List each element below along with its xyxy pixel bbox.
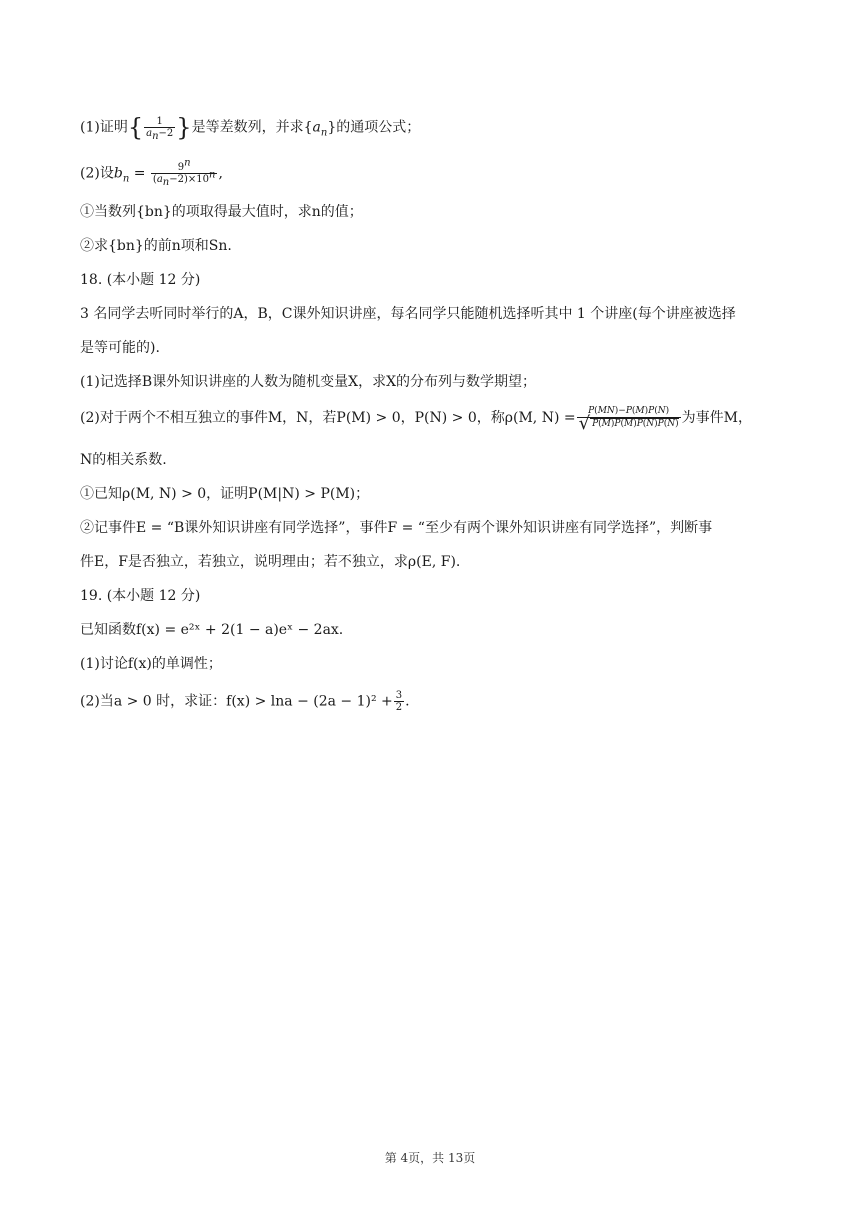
q18-header: 18. (本小题 12 分) [80,272,201,288]
q17-fraction-1: $\frac{1}{a_n-2}$ [146,116,174,142]
q18-stem-line1: 3 名同学去听同时举行的A，B，C课外知识讲座，每名同学只能随机选择听其中 1 个讲座(每个讲座被选择 [80,306,736,322]
q19-stem: 已知函数f(x) = e²ˣ + 2(1 − a)eˣ − 2ax. [80,622,344,638]
q17-item1: ①当数列{bn}的项取得最大值时，求n的值； [80,204,363,220]
q17-part1-prefix: (1)证明 [80,119,128,136]
q17-item2: ②求{bn}的前n项和Sn. [80,238,232,254]
q17-part2: (2)设$b_n$ = $\frac{9^n}{(a_n-2)\times 10^n}$ , [80,157,223,188]
q17-part1-mid: 是等差数列，并求 [191,119,304,136]
q18-part2-prefix: (2)对于两个不相互独立的事件M，N，若P(M) > 0，P(N) > 0，称ρ(M, N) = [80,410,576,426]
q19-part1: (1)讨论f(x)的单调性； [80,656,222,672]
q18-part2-cont: N的相关系数. [80,452,167,468]
q19-header: 19. (本小题 12 分) [80,588,201,604]
page-footer: 第 4页，共 13页 [384,1151,476,1165]
q18-item2-line2: 件E，F是否独立，若独立，说明理由；若不独立，求ρ(E, F). [80,554,461,570]
q17-part2-prefix: (2)设 [80,165,114,182]
q18-item2-line1: ②记事件E = “B课外知识讲座有同学选择”，事件F = “至少有两个课外知识讲座有同学选择”，判断事 [80,520,713,536]
q19-part2 [80,690,780,713]
q18-part1: (1)记选择B课外知识讲座的人数为随机变量X，求X的分布列与数学期望； [80,374,537,390]
right-brace: } [176,113,192,142]
left-brace: { [127,113,144,142]
q19-part2-suffix: . [405,693,410,710]
q18-stem-line2: 是等可能的). [80,340,160,356]
q17-part1-suffix: 的通项公式； [336,119,421,136]
q17-fraction-bn: $\frac{9^n}{(a_n-2)\times 10^n}$ [152,157,216,188]
q19-part2-prefix: (2)当a > 0 时，求证：f(x) > lna − (2a − 1)² + [80,693,393,710]
rho-fraction: $\frac{P(MN)-P(M)P(N)}{√ P(M)P(\overline{M})P(N)P(\overline{N})}$ [578,406,679,434]
q17-part1: (1)证明{ $\frac{1}{a_n-2}$ }是等差数列，并求$\{a_n\}$的通项公式； [80,113,421,142]
q18-part2 [80,406,780,434]
q18-part2-suffix: 为事件M， [681,410,752,426]
q18-item1: ①已知ρ(M, N) > 0，证明P(M|N) > P(M)； [80,486,370,502]
three-halves-fraction: $\frac{3}{2}$ [395,690,403,713]
